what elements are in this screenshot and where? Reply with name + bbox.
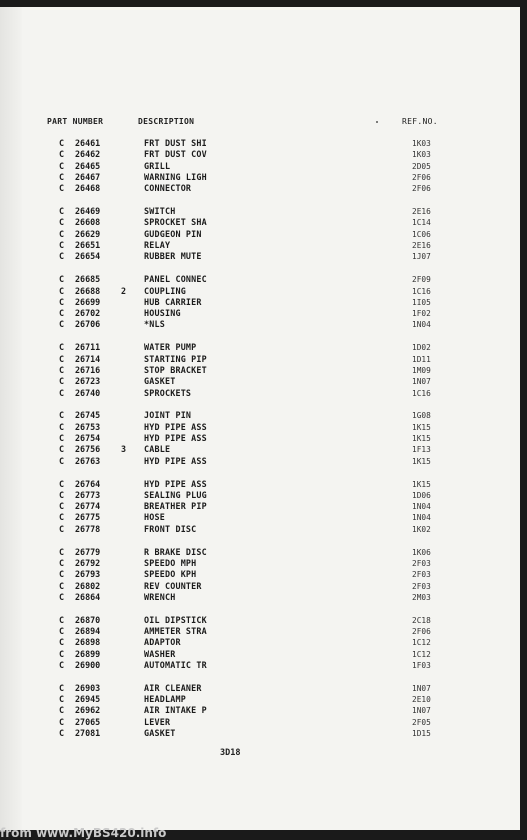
reference-number: 2E16: [412, 241, 431, 250]
part-prefix: C: [59, 308, 65, 319]
part-number: 26711: [75, 342, 101, 353]
part-description: R BRAKE DISC: [144, 546, 207, 557]
part-number: 26899: [75, 648, 101, 659]
part-description: COUPLING: [144, 285, 186, 296]
part-number: 26793: [75, 569, 101, 580]
part-number: 26723: [75, 376, 101, 387]
reference-number: 1D06: [412, 490, 431, 500]
header-mark: [376, 121, 378, 123]
table-row: [0, 138, 520, 149]
reference-number: 2F05: [412, 717, 431, 727]
reference-number: 1F02: [412, 309, 431, 319]
part-number: 26654: [75, 251, 101, 262]
table-row: [0, 490, 520, 501]
part-description: REV COUNTER: [144, 580, 202, 591]
reference-number: 1K15: [412, 456, 431, 466]
table-row: [0, 172, 520, 183]
part-prefix: C: [59, 251, 65, 262]
part-number: 27081: [75, 728, 101, 738]
reference-number: 2E10: [412, 695, 431, 705]
reference-number: 1C12: [412, 649, 431, 659]
part-number: 26774: [75, 501, 101, 512]
part-prefix: C: [59, 694, 65, 705]
reference-number: 1D11: [412, 354, 431, 364]
table-row: [0, 251, 520, 262]
table-row: [0, 433, 520, 444]
reference-number: 1N04: [412, 320, 431, 330]
table-row: [0, 286, 520, 297]
part-prefix: C: [59, 728, 65, 738]
part-description: BREATHER PIP: [144, 501, 207, 512]
part-description: RELAY: [144, 240, 171, 250]
table-row: [0, 649, 520, 660]
table-row: [0, 365, 520, 376]
table-row: [0, 456, 520, 467]
reference-number: 1K15: [412, 479, 431, 489]
part-description: HOSE: [144, 512, 165, 523]
part-description: SPEEDO MPH: [144, 557, 197, 568]
part-prefix: C: [59, 183, 65, 194]
part-description: SPROCKET SHA: [144, 217, 207, 228]
part-number: 26870: [75, 614, 101, 625]
part-number: 26778: [75, 523, 101, 534]
reference-number: 1N04: [412, 502, 431, 512]
reference-number: 1C12: [412, 638, 431, 648]
part-prefix: C: [59, 319, 65, 330]
part-prefix: C: [59, 296, 65, 307]
part-description: GUDGEON PIN: [144, 228, 202, 239]
part-prefix: C: [59, 659, 65, 670]
part-prefix: C: [59, 489, 65, 500]
part-description: *NLS: [144, 319, 165, 330]
reference-number: 2F06: [412, 627, 431, 636]
table-row: [0, 705, 520, 716]
reference-number: 2C18: [412, 615, 431, 625]
part-description: AUTOMATIC TR: [144, 659, 207, 670]
part-number: 26608: [75, 217, 101, 228]
part-prefix: C: [59, 228, 65, 239]
part-description: HEADLAMP: [144, 694, 186, 705]
table-row: [0, 240, 520, 251]
header-ref-no: REF.NO.: [402, 117, 438, 126]
part-prefix: C: [59, 217, 65, 228]
reference-number: 2F06: [412, 184, 431, 194]
reference-number: 1F13: [412, 445, 431, 455]
table-row: [0, 388, 520, 399]
part-description: HUB CARRIER: [144, 296, 202, 307]
part-prefix: C: [59, 387, 65, 398]
part-description: AIR INTAKE P: [144, 705, 207, 716]
part-description: CABLE: [144, 444, 171, 455]
part-number: 26775: [75, 512, 101, 523]
part-prefix: C: [59, 364, 65, 375]
quantity: 3: [121, 444, 127, 455]
table-row: [0, 229, 520, 240]
part-number: 26754: [75, 433, 101, 443]
source-watermark: from www.MyBS420.info: [0, 826, 167, 840]
reference-number: 1C16: [412, 388, 431, 398]
table-row: [0, 376, 520, 387]
part-number: 26469: [75, 206, 101, 217]
part-prefix: C: [59, 546, 65, 557]
header-description: DESCRIPTION: [138, 117, 195, 126]
part-description: STOP BRACKET: [144, 364, 207, 375]
part-description: GASKET: [144, 376, 176, 387]
part-number: 26900: [75, 659, 101, 670]
part-number: 26740: [75, 387, 101, 398]
table-row: [0, 319, 520, 330]
part-description: WASHER: [144, 648, 176, 659]
part-description: HYD PIPE ASS: [144, 433, 207, 443]
part-number: 26462: [75, 149, 101, 160]
part-description: RUBBER MUTE: [144, 251, 202, 262]
part-description: AIR CLEANER: [144, 682, 202, 693]
part-number: 26651: [75, 240, 101, 250]
table-row: [0, 512, 520, 523]
part-description: WRENCH: [144, 591, 176, 602]
table-row: [0, 444, 520, 455]
table-row: [0, 683, 520, 694]
part-description: HOUSING: [144, 308, 181, 319]
part-number: 26802: [75, 580, 101, 591]
reference-number: 2E16: [412, 207, 431, 217]
part-number: 26898: [75, 637, 101, 648]
table-row: [0, 161, 520, 172]
part-prefix: C: [59, 682, 65, 693]
part-description: SPEEDO KPH: [144, 569, 197, 580]
part-prefix: C: [59, 705, 65, 716]
table-row: [0, 297, 520, 308]
part-prefix: C: [59, 274, 65, 285]
table-row: [0, 217, 520, 228]
page-code: 3D18: [220, 748, 241, 758]
part-number: 26702: [75, 308, 101, 319]
part-number: 26467: [75, 171, 101, 182]
part-prefix: C: [59, 149, 65, 160]
reference-number: 2D05: [412, 161, 431, 171]
table-row: [0, 728, 520, 739]
part-number: 26685: [75, 274, 101, 285]
part-prefix: C: [59, 138, 65, 148]
part-prefix: C: [59, 557, 65, 568]
part-number: 26716: [75, 364, 101, 375]
part-description: WATER PUMP: [144, 342, 197, 353]
part-prefix: C: [59, 444, 65, 455]
table-row: [0, 592, 520, 603]
table-row: [0, 183, 520, 194]
reference-number: 1J07: [412, 252, 431, 262]
part-prefix: C: [59, 353, 65, 364]
part-number: 26699: [75, 296, 101, 307]
part-description: OIL DIPSTICK: [144, 614, 207, 625]
reference-number: 1N07: [412, 683, 431, 693]
part-number: 26753: [75, 421, 101, 432]
part-description: WARNING LIGH: [144, 171, 207, 182]
table-row: [0, 354, 520, 365]
part-number: 26773: [75, 489, 101, 500]
part-prefix: C: [59, 478, 65, 489]
part-number: 26756: [75, 444, 101, 455]
table-row: [0, 274, 520, 285]
part-description: ADAPTOR: [144, 637, 181, 648]
part-prefix: C: [59, 455, 65, 466]
part-number: 26706: [75, 319, 101, 330]
bleed-through-text: [70, 759, 290, 805]
part-prefix: C: [59, 569, 65, 580]
reference-number: 1G08: [412, 411, 431, 421]
reference-number: 1N04: [412, 513, 431, 523]
part-prefix: C: [59, 206, 65, 217]
part-number: 26468: [75, 183, 101, 194]
part-number: 26714: [75, 353, 101, 364]
table-row: [0, 637, 520, 648]
part-number: 26764: [75, 478, 101, 489]
part-prefix: C: [59, 591, 65, 602]
table-row: [0, 422, 520, 433]
reference-number: 1D15: [412, 729, 431, 738]
table-row: [0, 569, 520, 580]
part-description: SEALING PLUG: [144, 489, 207, 500]
table-row: [0, 206, 520, 217]
reference-number: 2F03: [412, 581, 431, 591]
reference-number: 1K15: [412, 434, 431, 443]
table-row: [0, 660, 520, 671]
part-prefix: C: [59, 716, 65, 727]
part-prefix: C: [59, 285, 65, 296]
quantity: 2: [121, 285, 127, 296]
reference-number: 1C06: [412, 229, 431, 239]
part-description: PANEL CONNEC: [144, 274, 207, 285]
part-prefix: C: [59, 637, 65, 648]
header-part-number: PART NUMBER: [47, 117, 104, 126]
part-description: LEVER: [144, 716, 171, 727]
part-prefix: C: [59, 580, 65, 591]
part-number: 26962: [75, 705, 101, 716]
reference-number: 1N07: [412, 706, 431, 716]
part-prefix: C: [59, 614, 65, 625]
table-row: [0, 547, 520, 558]
table-row: [0, 524, 520, 535]
part-description: SPROCKETS: [144, 387, 192, 398]
table-row: [0, 626, 520, 637]
table-row: [0, 581, 520, 592]
part-description: STARTING PIP: [144, 353, 207, 364]
part-prefix: C: [59, 410, 65, 421]
table-row: [0, 342, 520, 353]
reference-number: 1K03: [412, 150, 431, 160]
reference-number: 2F09: [412, 275, 431, 285]
part-number: 26945: [75, 694, 101, 705]
reference-number: 1K03: [412, 139, 431, 148]
part-prefix: C: [59, 376, 65, 387]
table-row: [0, 717, 520, 728]
table-row: [0, 615, 520, 626]
reference-number: 2F06: [412, 172, 431, 182]
part-number: 26903: [75, 682, 101, 693]
part-description: HYD PIPE ASS: [144, 478, 207, 489]
reference-number: 1C14: [412, 218, 431, 228]
part-description: FRONT DISC: [144, 523, 197, 534]
part-prefix: C: [59, 342, 65, 353]
part-description: CONNECTOR: [144, 183, 192, 194]
part-description: GRILL: [144, 160, 171, 171]
part-number: 26779: [75, 546, 101, 557]
part-number: 26465: [75, 160, 101, 171]
document-page: [0, 7, 520, 830]
part-prefix: C: [59, 648, 65, 659]
table-row: [0, 694, 520, 705]
part-description: SWITCH: [144, 206, 176, 217]
part-prefix: C: [59, 523, 65, 534]
part-prefix: C: [59, 512, 65, 523]
reference-number: 2F03: [412, 570, 431, 580]
table-row: [0, 558, 520, 569]
reference-number: 1K15: [412, 422, 431, 432]
reference-number: 1I05: [412, 297, 431, 307]
part-description: HYD PIPE ASS: [144, 421, 207, 432]
part-number: 26763: [75, 455, 101, 466]
part-prefix: C: [59, 501, 65, 512]
part-number: 26629: [75, 228, 101, 239]
reference-number: 1D02: [412, 343, 431, 353]
reference-number: 2F03: [412, 558, 431, 568]
part-description: GASKET: [144, 728, 176, 738]
part-prefix: C: [59, 626, 65, 636]
table-row: [0, 308, 520, 319]
reference-number: 1F03: [412, 660, 431, 670]
part-number: 26461: [75, 138, 101, 148]
reference-number: 1M09: [412, 365, 431, 375]
reference-number: 1K06: [412, 547, 431, 557]
part-description: FRT DUST COV: [144, 149, 207, 160]
part-description: AMMETER STRA: [144, 626, 207, 636]
reference-number: 2M03: [412, 592, 431, 602]
part-number: 26792: [75, 557, 101, 568]
part-prefix: C: [59, 433, 65, 443]
part-number: 26864: [75, 591, 101, 602]
part-description: JOINT PIN: [144, 410, 192, 421]
part-description: FRT DUST SHI: [144, 138, 207, 148]
reference-number: 1C16: [412, 286, 431, 296]
part-number: 26688: [75, 285, 101, 296]
part-number: 26745: [75, 410, 101, 421]
part-prefix: C: [59, 160, 65, 171]
reference-number: 1K02: [412, 524, 431, 534]
table-row: [0, 149, 520, 160]
part-number: 26894: [75, 626, 101, 636]
part-prefix: C: [59, 421, 65, 432]
part-number: 27065: [75, 716, 101, 727]
table-row: [0, 501, 520, 512]
table-row: [0, 479, 520, 490]
part-prefix: C: [59, 171, 65, 182]
table-row: [0, 410, 520, 421]
part-description: HYD PIPE ASS: [144, 455, 207, 466]
reference-number: 1N07: [412, 377, 431, 387]
part-prefix: C: [59, 240, 65, 250]
